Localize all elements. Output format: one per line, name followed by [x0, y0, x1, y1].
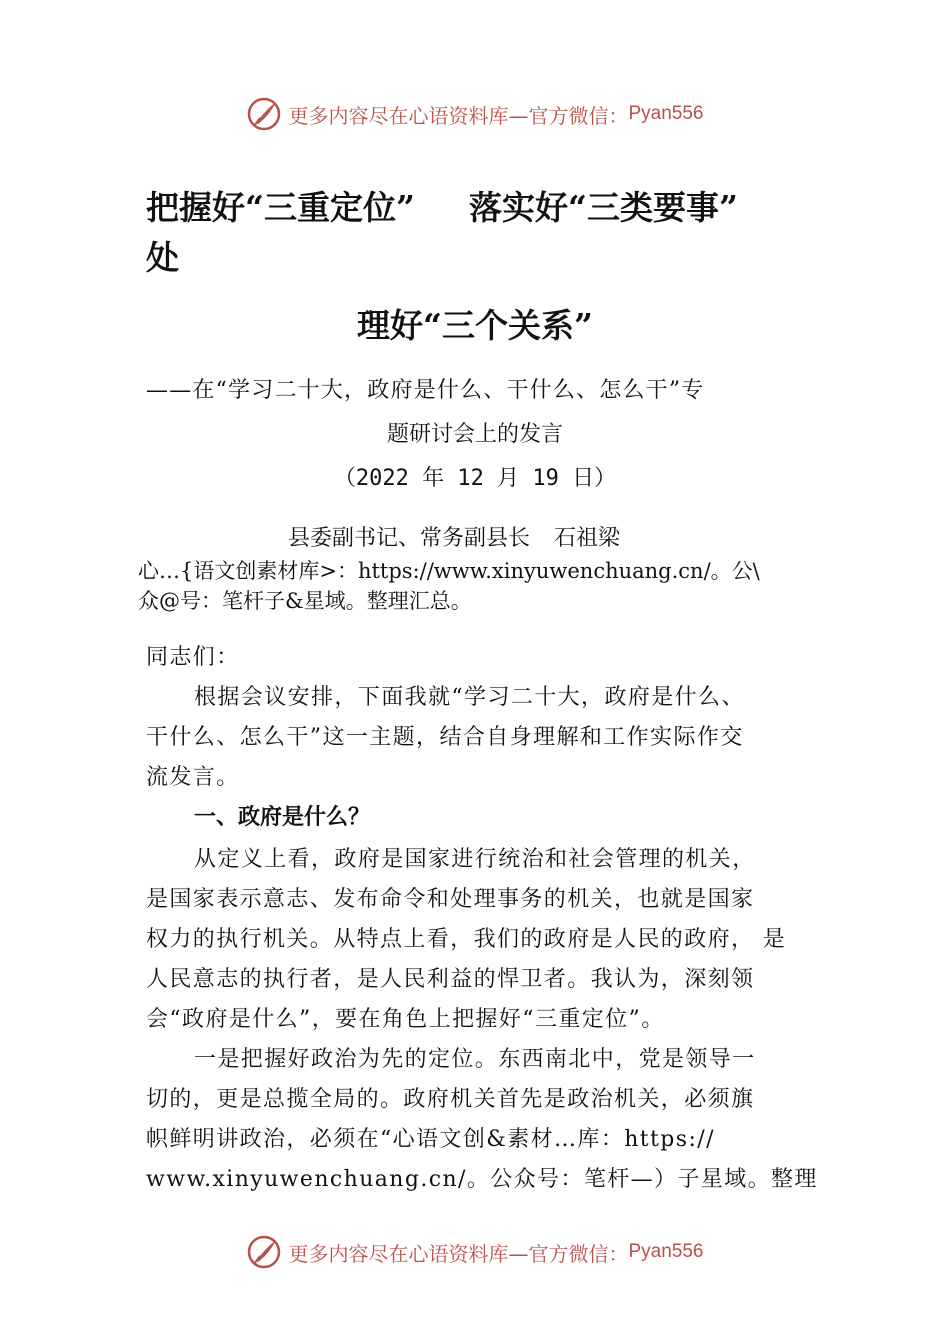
subtitle-line-2: 题研讨会上的发言 — [386, 422, 563, 447]
paragraph-2-line: 权力的执行机关。从特点上看，我们的政府是人民的政府， 是 — [146, 927, 787, 952]
paragraph-2-line: 人民意志的执行者，是人民利益的悍卫者。我认为，深刻领 — [146, 967, 755, 992]
paragraph-3-line: 切的，更是总揽全局的。政府机关首先是政治机关，必须旗 — [146, 1087, 755, 1112]
paragraph-2-line: 是国家表示意志、发布命令和处理事务的机关，也就是国家 — [146, 887, 755, 912]
author-position: 县委副书记、常务副县长 — [288, 526, 531, 551]
source-notice-line-2: 众@号：笔杆子&星域。整理汇总。 — [138, 589, 472, 613]
section-heading-1: 一、政府是什么？ — [194, 805, 371, 830]
banner-text: 更多内容尽在心语资料库—官方微信： — [288, 103, 629, 128]
paragraph-3-line: 一是把握好政治为先的定位。东西南北中，党是领导一 — [194, 1047, 756, 1072]
title-line-1 — [146, 186, 826, 230]
paragraph-1-line: 流发言。 — [146, 765, 240, 790]
title-part-2: 落实好“三类要事” — [468, 188, 738, 227]
paragraph-3-line: www.xinyuwenchuang.cn/。公众号：笔杆—）子星域。整理 — [146, 1167, 818, 1192]
paragraph-2-line: 会“政府是什么”，要在角色上把握好“三重定位”。 — [146, 1007, 665, 1032]
banner-wechat-id: Pyan556 — [628, 1241, 704, 1262]
banner-text: 更多内容尽在心语资料库—官方微信： — [288, 1241, 629, 1266]
header-banner — [0, 94, 950, 134]
speech-date: （2022 年 12 月 19 日） — [333, 466, 617, 491]
author-line — [288, 522, 620, 556]
title-part-1: 把握好“三重定位” — [146, 188, 415, 227]
subtitle-line-1: ——在“学习二十大，政府是什么、干什么、怎么干”专 — [146, 378, 705, 403]
author-name: 石祖梁 — [554, 526, 621, 551]
paragraph-1-line: 干什么、怎么干”这一主题，结合自身理解和工作实际作交 — [146, 725, 744, 750]
paragraph-1-line: 根据会议安排，下面我就“学习二十大，政府是什么、 — [194, 685, 745, 710]
source-notice-line-1: 心…{语文创素材库>：https://www.xinyuwenchuang.cn/。公\ — [138, 559, 760, 583]
footer-banner — [0, 1232, 950, 1272]
greeting: 同志们： — [146, 645, 240, 670]
banner-wechat-id: Pyan556 — [628, 103, 704, 124]
title-line-1b: 处 — [146, 238, 179, 277]
paragraph-3-line: 帜鲜明讲政治，必须在“心语文创&素材…库：https:// — [146, 1127, 715, 1152]
quill-logo-icon — [246, 96, 282, 132]
paragraph-2-line: 从定义上看，政府是国家进行统治和社会管理的机关， — [194, 847, 756, 872]
title-line-2: 理好“三个关系” — [357, 306, 593, 345]
quill-logo-icon — [246, 1234, 282, 1270]
